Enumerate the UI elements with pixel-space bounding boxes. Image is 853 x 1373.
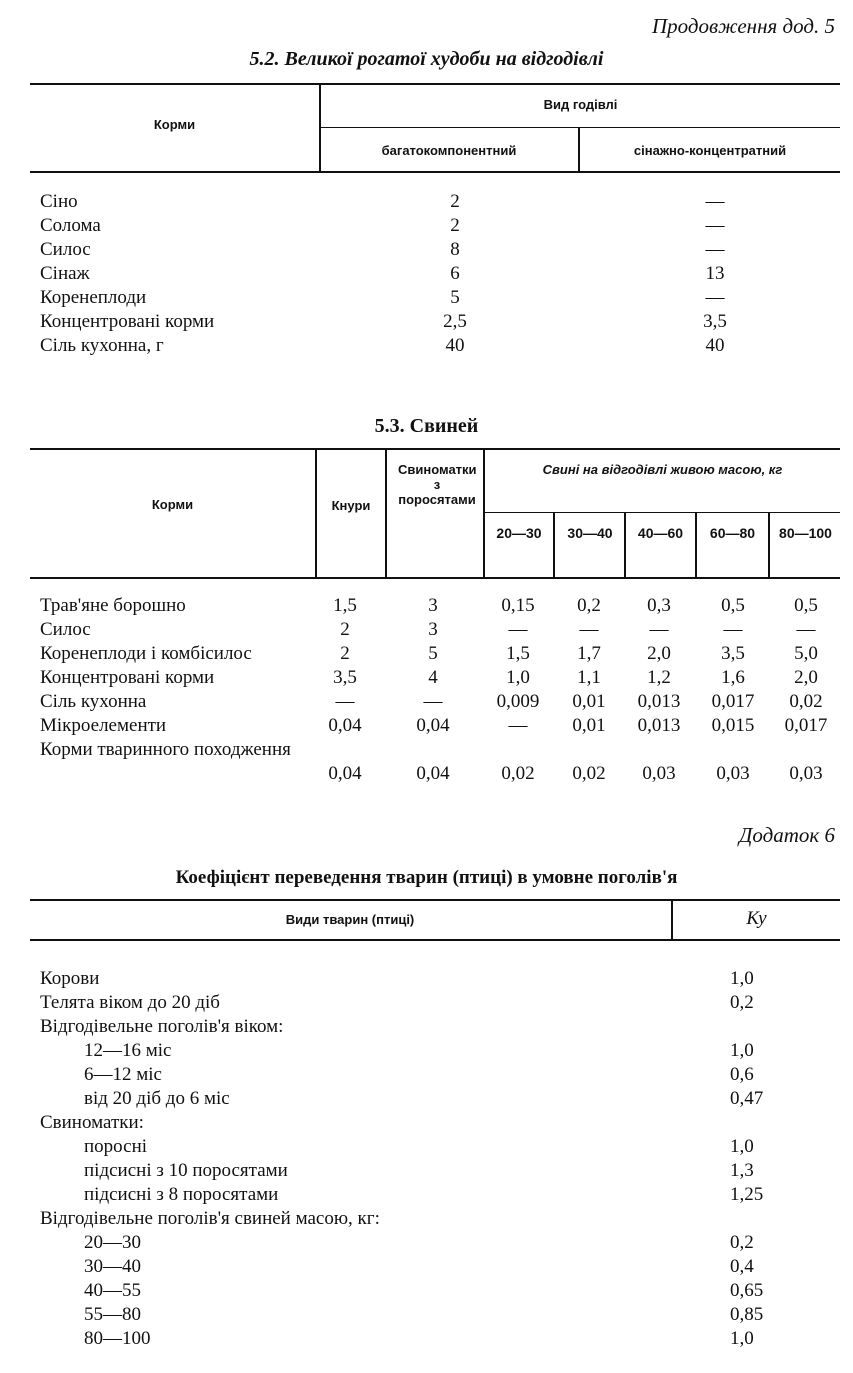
- feed-name: Концентровані корми: [40, 311, 215, 332]
- cell-value: 1,0: [506, 667, 530, 688]
- feed-name: Сіль кухонна: [40, 691, 147, 712]
- cell-value: —: [723, 619, 743, 640]
- divider: [484, 512, 840, 513]
- value-multicomponent: 2: [450, 191, 460, 212]
- animal-kind: Відгодівельне поголів'я свиней масою, кг:: [40, 1208, 380, 1229]
- feed-name: Трав'яне борошно: [40, 595, 186, 616]
- feed-name: Солома: [40, 215, 101, 236]
- animal-kind: від 20 діб до 6 міс: [84, 1088, 230, 1109]
- animal-kind: підсисні з 10 поросятами: [84, 1160, 288, 1181]
- divider: [30, 171, 840, 173]
- cell-value: 5: [428, 643, 438, 664]
- table-5-2-title: 5.2. Великої рогатої худоби на відгодівлі: [249, 48, 604, 70]
- feed-name: Силос: [40, 619, 91, 640]
- weight-range-header: 60—80: [709, 525, 756, 541]
- cell-value: 1,5: [506, 643, 530, 664]
- animal-kind: 30—40: [84, 1256, 141, 1277]
- cell-value: —: [579, 619, 599, 640]
- cell-value: 2,0: [647, 643, 671, 664]
- animal-kind: 20—30: [84, 1232, 141, 1253]
- cell-value: 3: [428, 595, 438, 616]
- cell-value: 0,01: [572, 715, 606, 736]
- cell-value: 0,02: [572, 763, 606, 784]
- divider: [30, 899, 840, 901]
- cell-value: 0,15: [501, 595, 535, 616]
- cell-value: —: [508, 619, 528, 640]
- animal-kind: Корови: [40, 968, 100, 989]
- value-haylage-concentrate: —: [705, 215, 725, 236]
- feed-name: Коренеплоди: [40, 287, 147, 308]
- value-haylage-concentrate: —: [705, 287, 725, 308]
- cell-value: —: [796, 619, 816, 640]
- coefficient-value: 1,0: [730, 1328, 754, 1349]
- cell-value: 0,017: [784, 715, 828, 736]
- cell-value: 0,3: [647, 595, 671, 616]
- coefficient-value: 1,0: [730, 1040, 754, 1061]
- cell-value: 1,2: [647, 667, 671, 688]
- coefficient-value: 0,2: [730, 1232, 754, 1253]
- cell-value: 0,04: [416, 763, 450, 784]
- divider: [695, 513, 697, 578]
- cell-value: 0,02: [789, 691, 823, 712]
- cell-value: 4: [428, 667, 438, 688]
- animal-kind: поросні: [84, 1136, 148, 1157]
- value-haylage-concentrate: 13: [705, 263, 725, 284]
- feed-name: Корми тваринного походження: [40, 739, 291, 760]
- cell-value: 0,013: [637, 715, 681, 736]
- divider: [483, 449, 485, 578]
- column-header-sows: Свиноматки з поросятами: [398, 462, 477, 507]
- cell-value: 0,2: [577, 595, 601, 616]
- coefficient-value: 0,65: [730, 1280, 764, 1301]
- cell-value: 0,017: [711, 691, 755, 712]
- cell-value: —: [649, 619, 669, 640]
- value-multicomponent: 2: [450, 215, 460, 236]
- value-multicomponent: 2,5: [443, 311, 467, 332]
- coefficient-value: 1,0: [730, 1136, 754, 1157]
- divider: [30, 577, 840, 579]
- weight-range-header: 40—60: [637, 525, 684, 541]
- coefficient-value: 0,85: [730, 1304, 764, 1325]
- coefficient-value: 0,47: [730, 1088, 764, 1109]
- column-header-haylage-concentrate: сінажно-концентратний: [633, 143, 787, 158]
- cell-value: 3,5: [333, 667, 357, 688]
- coefficient-value: 1,25: [730, 1184, 764, 1205]
- cell-value: 0,02: [501, 763, 535, 784]
- weight-range-header: 20—30: [496, 525, 542, 541]
- column-header-fattening-pigs: Свині на відгодівлі живою масою, кг: [542, 462, 783, 477]
- feed-name: Силос: [40, 239, 91, 260]
- animal-kind: Відгодівельне поголів'я віком:: [40, 1016, 284, 1037]
- animal-kind: 12—16 міс: [84, 1040, 172, 1061]
- animal-kind: Телята віком до 20 діб: [40, 992, 220, 1013]
- coefficient-value: 0,6: [730, 1064, 754, 1085]
- value-multicomponent: 40: [445, 335, 465, 356]
- feed-name: Сіно: [40, 191, 78, 212]
- column-header-feeding-type: Вид годівлі: [543, 97, 618, 112]
- cell-value: 1,5: [333, 595, 357, 616]
- feed-name: Концентровані корми: [40, 667, 215, 688]
- divider: [30, 83, 840, 85]
- feed-name: Сіль кухонна, г: [40, 335, 164, 356]
- cell-value: 0,015: [711, 715, 755, 736]
- cell-value: 0,013: [637, 691, 681, 712]
- feed-name: Коренеплоди і комбісилос: [40, 643, 252, 664]
- coefficient-value: 0,4: [730, 1256, 754, 1277]
- value-multicomponent: 6: [450, 263, 460, 284]
- cell-value: 0,04: [416, 715, 450, 736]
- continuation-label: Продовження дод. 5: [651, 14, 835, 38]
- divider: [30, 939, 840, 941]
- cell-value: 5,0: [794, 643, 818, 664]
- cell-value: 0,04: [328, 763, 362, 784]
- weight-range-header: 80—100: [779, 525, 832, 541]
- cell-value: 1,7: [577, 643, 601, 664]
- weight-range-header: 30—40: [567, 525, 613, 541]
- cell-value: 3,5: [721, 643, 745, 664]
- value-multicomponent: 8: [450, 239, 460, 260]
- divider: [553, 513, 555, 578]
- cell-value: 0,03: [789, 763, 823, 784]
- value-haylage-concentrate: 3,5: [703, 311, 727, 332]
- cell-value: 0,03: [642, 763, 676, 784]
- cell-value: 0,009: [496, 691, 540, 712]
- coefficient-value: 0,2: [730, 992, 754, 1013]
- divider: [320, 127, 840, 128]
- value-haylage-concentrate: —: [705, 239, 725, 260]
- value-multicomponent: 5: [450, 287, 460, 308]
- coefficient-value: 1,3: [730, 1160, 754, 1181]
- column-header-multicomponent: багатокомпонентний: [381, 143, 517, 158]
- animal-kind: 55—80: [84, 1304, 141, 1325]
- divider: [315, 449, 317, 578]
- divider: [385, 449, 387, 578]
- animal-kind: підсисні з 8 поросятами: [84, 1184, 279, 1205]
- column-header-animal-kinds: Види тварин (птиці): [285, 912, 415, 927]
- feed-name: Мікроелементи: [40, 715, 167, 736]
- appendix-title: Коефіцієнт переведення тварин (птиці) в умовне поголів'я: [175, 867, 678, 888]
- cell-value: 2: [340, 643, 350, 664]
- cell-value: 0,5: [721, 595, 745, 616]
- column-header-coefficient: Ку: [746, 908, 767, 929]
- animal-kind: 80—100: [84, 1328, 151, 1349]
- column-header-feed: Корми: [153, 117, 196, 132]
- cell-value: 0,04: [328, 715, 362, 736]
- appendix-label: Додаток 6: [739, 823, 835, 847]
- column-header-feed: Корми: [151, 497, 194, 512]
- cell-value: 2: [340, 619, 350, 640]
- value-haylage-concentrate: 40: [705, 335, 725, 356]
- cell-value: 2,0: [794, 667, 818, 688]
- cell-value: 1,6: [721, 667, 745, 688]
- cell-value: —: [335, 691, 355, 712]
- divider: [30, 448, 840, 450]
- animal-kind: 6—12 міс: [84, 1064, 162, 1085]
- cell-value: —: [423, 691, 443, 712]
- cell-value: —: [508, 715, 528, 736]
- cell-value: 3: [428, 619, 438, 640]
- coefficient-value: 1,0: [730, 968, 754, 989]
- table-5-3-title: 5.3. Свиней: [374, 415, 479, 437]
- animal-kind: 40—55: [84, 1280, 141, 1301]
- cell-value: 1,1: [577, 667, 601, 688]
- value-haylage-concentrate: —: [705, 191, 725, 212]
- column-header-boars: Кнури: [331, 498, 371, 513]
- cell-value: 0,03: [716, 763, 750, 784]
- cell-value: 0,01: [572, 691, 606, 712]
- feed-name: Сінаж: [40, 263, 90, 284]
- animal-kind: Свиноматки:: [40, 1112, 144, 1133]
- divider: [624, 513, 626, 578]
- cell-value: 0,5: [794, 595, 818, 616]
- divider: [768, 513, 770, 578]
